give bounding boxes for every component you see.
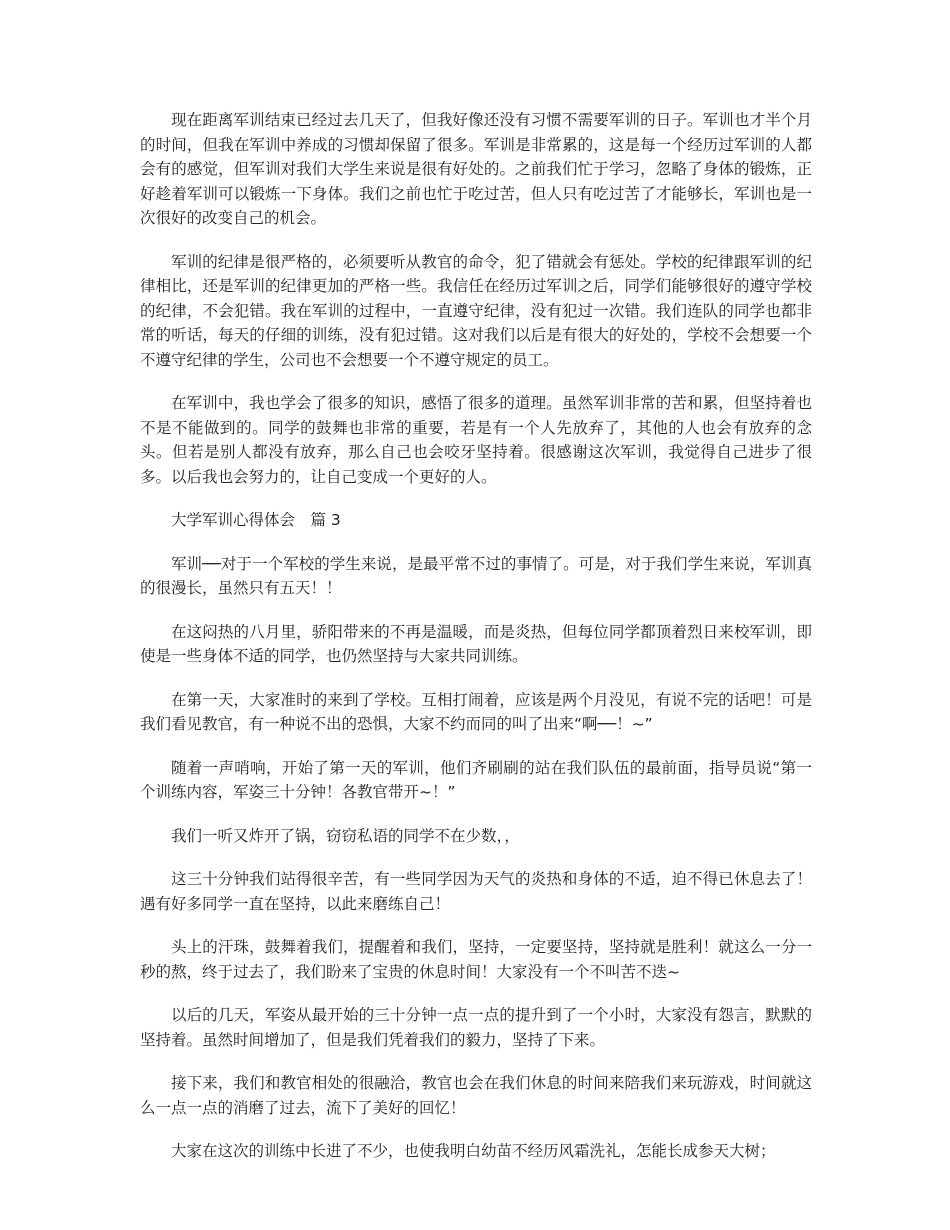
paragraph: 在第一天，大家准时的来到了学校。互相打闹着，应该是两个月没见，有说不完的话吧！可是我们看见教官，有一种说不出的恐惧，大家不约而同的叫了出来“啊──！~”: [140, 690, 812, 733]
paragraph: 军训──对于一个军校的学生来说，是最平常不过的事情了。可是，对于我们学生来说，军训真的很漫长，虽然只有五天！！: [140, 554, 812, 597]
paragraph: 大家在这次的训练中长进了不少，也使我明白幼苗不经历风霜洗礼，怎能长成参天大树；: [171, 1142, 776, 1160]
paragraph: 以后的几天，军姿从最开始的三十分钟一点一点的提升到了一个小时，大家没有怨言，默默的坚持着。虽然时间增加了，但是我们凭着我们的毅力，坚持了下来。: [140, 1006, 812, 1049]
paragraph: 随着一声哨响，开始了第一天的军训，他们齐刷刷的站在我们队伍的最前面，指导员说“第一个训练内容，军姿三十分钟！各教官带开~！”: [140, 758, 812, 801]
paragraph: 这三十分钟我们站得很辛苦，有一些同学因为天气的炎热和身体的不适，迫不得已休息去了！遇有好多同学一直在坚持，以此来磨练自己！: [140, 870, 812, 913]
paragraph: 在军训中，我也学会了很多的知识，感悟了很多的道理。虽然军训非常的苦和累，但坚持着也不是不能做到的。同学的鼓舞也非常的重要，若是有一个人先放弃了，其他的人也会有放弃的念头。但若是别人都没有放弃，那么自己也会咬牙坚持着。很感谢这次军训，我觉得自己进步了很多。以后我也会努力的，让自己变成一个更好的人。: [140, 394, 812, 486]
document-body: [140, 108, 812, 1183]
paragraph: 军训的纪律是很严格的，必须要听从教官的命令，犯了错就会有惩处。学校的纪律跟军训的纪律相比，还是军训的纪律更加的严格一些。我信任在经历过军训之后，同学们能够很好的遵守学校的纪律，不会犯错。我在军训的过程中，一直遵守纪律，没有犯过一次错。我们连队的同学也都非常的听话，每天的仔细的训练，没有犯过错。这对我们以后是有很大的好处的，学校不会想要一个不遵守纪律的学生，公司也不会想要一个不遵守规定的员工。: [140, 252, 812, 369]
section-heading: 大学军训心得体会 篇 3: [171, 511, 341, 529]
paragraph: 在这闷热的八月里，骄阳带来的不再是温暖，而是炎热，但每位同学都顶着烈日来校军训，即使是一些身体不适的同学，也仍然坚持与大家共同训练。: [140, 622, 812, 665]
paragraph: 现在距离军训结束已经过去几天了，但我好像还没有习惯不需要军训的日子。军训也才半个月的时间，但我在军训中养成的习惯却保留了很多。军训是非常累的，这是每一个经历过军训的人都会有的感觉，但军训对我们大学生来说是很有好处的。之前我们忙于学习，忽略了身体的锻炼，正好趁着军训可以锻炼一下身体。我们之前也忙于吃过苦，但人只有吃过苦了才能够长，军训也是一次很好的改变自己的机会。: [140, 111, 812, 227]
paragraph: 接下来，我们和教官相处的很融洽，教官也会在我们休息的时间来陪我们来玩游戏，时间就这么一点一点的消磨了过去，流下了美好的回忆！: [140, 1074, 812, 1117]
paragraph: 头上的汗珠，鼓舞着我们，提醒着和我们，坚持，一定要坚持，坚持就是胜利！就这么一分一秒的熬，终于过去了，我们盼来了宝贵的休息时间！大家没有一个不叫苦不迭~: [140, 938, 812, 981]
paragraph: 我们一听又炸开了锅，窃窃私语的同学不在少数，，: [171, 826, 520, 845]
